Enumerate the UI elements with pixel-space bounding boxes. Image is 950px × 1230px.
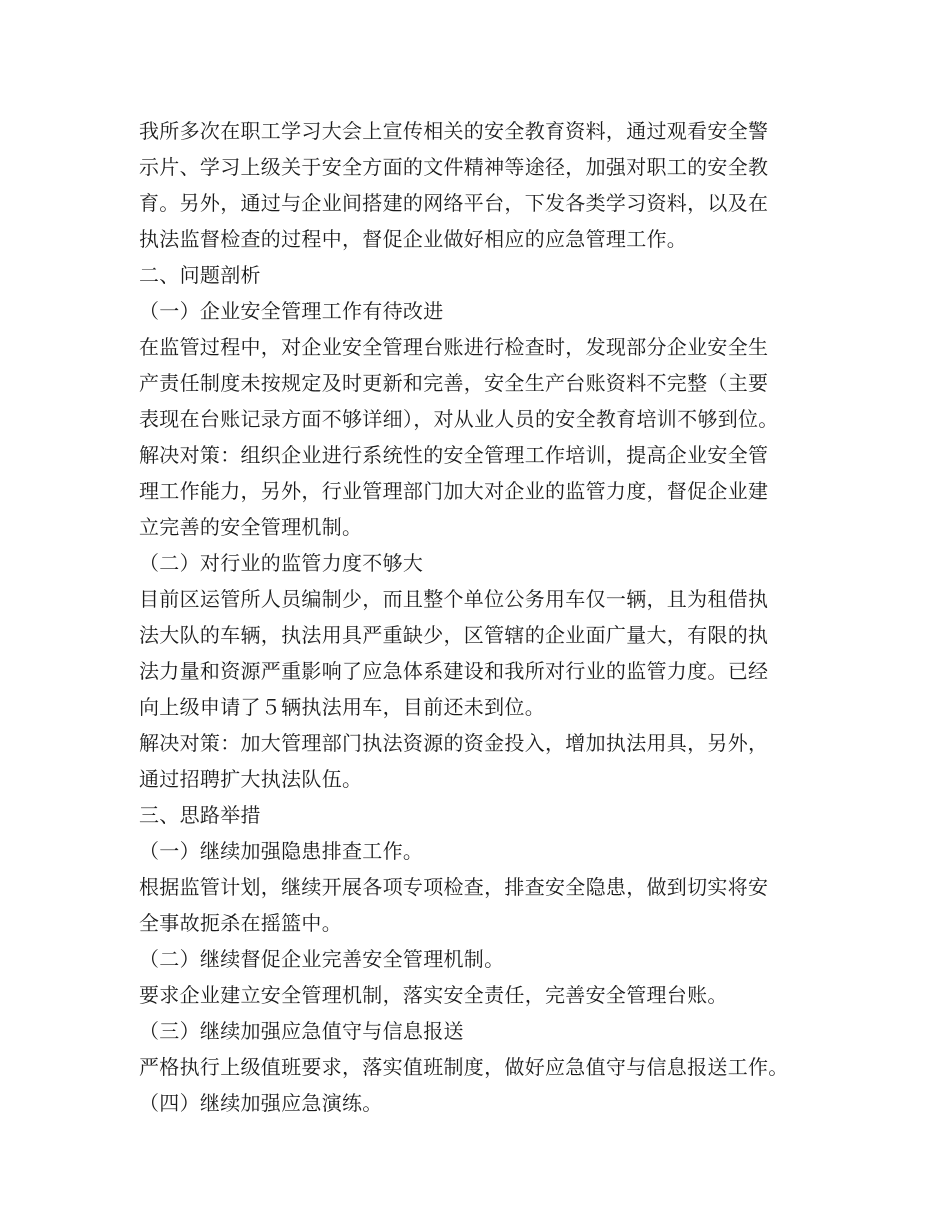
paragraph-line: 目前区运管所人员编制少，而且整个单位公务用车仅一辆，且为租借执 — [139, 587, 769, 611]
paragraph-line: 我所多次在职工学习大会上宣传相关的安全教育资料，通过观看安全警 — [139, 119, 769, 143]
paragraph-line: 通过招聘扩大执法队伍。 — [139, 767, 363, 791]
paragraph-line: 向上级申请了５辆执法用车，目前还未到位。 — [139, 695, 545, 719]
subsection-heading: （二）对行业的监管力度不够大 — [139, 551, 424, 575]
paragraph-line: 法力量和资源严重影响了应急体系建设和我所对行业的监管力度。已经 — [139, 659, 769, 683]
subsection-heading: （三）继续加强应急值守与信息报送 — [139, 1019, 464, 1043]
paragraph-line: 立完善的安全管理机制。 — [139, 515, 363, 539]
section-heading: 三、思路举措 — [139, 803, 261, 827]
paragraph-line: 示片、学习上级关于安全方面的文件精神等途径，加强对职工的安全教 — [139, 155, 769, 179]
paragraph-line: 产责任制度未按规定及时更新和完善，安全生产台账资料不完整（主要 — [139, 371, 769, 395]
paragraph-line: 执法监督检查的过程中，督促企业做好相应的应急管理工作。 — [139, 227, 688, 251]
subsection-heading: （二）继续督促企业完善安全管理机制。 — [139, 947, 505, 971]
paragraph-line: 解决对策：组织企业进行系统性的安全管理工作培训，提高企业安全管 — [139, 443, 769, 467]
paragraph-line: 育。另外，通过与企业间搭建的网络平台，下发各类学习资料，以及在 — [139, 191, 769, 215]
paragraph-line: 严格执行上级值班要求，落实值班制度，做好应急值守与信息报送工作。 — [139, 1055, 789, 1079]
paragraph-line: 全事故扼杀在摇篮中。 — [139, 911, 342, 935]
subsection-heading: （一）继续加强隐患排查工作。 — [139, 839, 424, 863]
section-heading: 二、问题剖析 — [139, 263, 261, 287]
paragraph-line: 在监管过程中，对企业安全管理台账进行检查时，发现部分企业安全生 — [139, 335, 769, 359]
paragraph-line: 解决对策：加大管理部门执法资源的资金投入，增加执法用具，另外， — [139, 731, 769, 755]
document-page — [139, 113, 839, 1121]
subsection-heading: （四）继续加强应急演练。 — [139, 1091, 383, 1115]
paragraph-line: 要求企业建立安全管理机制，落实安全责任，完善安全管理台账。 — [139, 983, 728, 1007]
paragraph-line: 表现在台账记录方面不够详细），对从业人员的安全教育培训不够到位。 — [139, 407, 779, 431]
subsection-heading: （一）企业安全管理工作有待改进 — [139, 299, 444, 323]
paragraph-line: 法大队的车辆，执法用具严重缺少，区管辖的企业面广量大，有限的执 — [139, 623, 769, 647]
paragraph-line: 理工作能力，另外，行业管理部门加大对企业的监管力度，督促企业建 — [139, 479, 769, 503]
paragraph-line: 根据监管计划，继续开展各项专项检查，排查安全隐患，做到切实将安 — [139, 875, 769, 899]
